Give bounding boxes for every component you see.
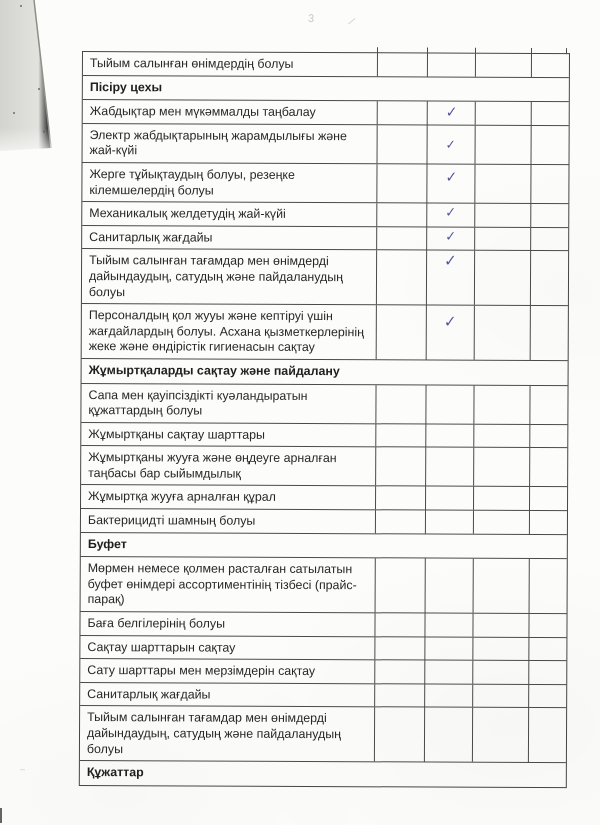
checkmark-icon: ✓ (446, 136, 457, 152)
check-cell-3 (472, 708, 528, 762)
check-cell-1 (377, 53, 427, 76)
check-cell-2 (424, 637, 472, 660)
inspection-checklist-table (79, 51, 570, 788)
check-cell-3 (473, 511, 529, 534)
grid-stub (475, 48, 476, 54)
check-cell-1 (377, 125, 427, 163)
criterion-label: Механикалық желдетудің жай-күйі (89, 206, 286, 222)
table-row (83, 124, 569, 165)
criterion-label: Жабдықтар мен мүкәммалды таңбалау (89, 104, 316, 120)
table-row (80, 659, 566, 685)
checkmark-icon: ✓ (445, 205, 457, 222)
check-cell-1 (376, 305, 426, 359)
check-cell-4 (530, 165, 568, 203)
section-row (80, 761, 566, 787)
table-row (80, 706, 566, 763)
grid-stub (427, 48, 428, 54)
check-cell-1 (374, 613, 424, 636)
check-cell-1 (375, 424, 425, 447)
check-cell-3 (474, 306, 530, 360)
check-cell-4 (528, 661, 566, 684)
checkmark-icon: ✓ (445, 104, 458, 122)
check-cell-3 (472, 614, 528, 637)
dust-speck (38, 88, 40, 90)
check-cell-1 (375, 559, 425, 613)
page-number-mark: 3 (307, 12, 315, 26)
table-row (82, 249, 568, 306)
check-cell-3 (473, 559, 529, 613)
check-cell-2 (427, 102, 475, 125)
criterion-label: Санитарлық жағдайы (89, 229, 213, 245)
criterion-label: Баға белгілерінің болуы (87, 616, 226, 631)
criterion-label: Тыйым салынған өнімдердің болуы (89, 56, 294, 71)
grid-stub (377, 47, 378, 53)
criterion-label: Мөрмен немесе қолмен расталған сатылатын буфет өнімдері ассортиментінің тізбесі (прайс-парақ) (87, 561, 357, 607)
check-cell-1 (374, 637, 424, 660)
grid-stub (566, 48, 567, 54)
check-cell-2 (425, 448, 473, 486)
table-row (81, 423, 567, 449)
check-cell-4 (531, 54, 569, 77)
check-cell-4 (529, 448, 567, 486)
section-row (81, 533, 567, 560)
dust-speck (13, 112, 15, 114)
check-cell-4 (529, 559, 567, 613)
check-cell-2 (424, 708, 472, 762)
check-cell-4 (529, 487, 567, 510)
check-cell-1 (376, 164, 426, 202)
check-cell-3 (473, 424, 529, 447)
check-cell-3 (473, 448, 529, 486)
criterion-label: Тыйым салынған тағамдар мен өнімдерді дайындаудың, сатудың және пайдаланудың болуы (86, 710, 342, 756)
checkmark-icon: ✓ (445, 228, 457, 245)
check-cell-3 (472, 685, 528, 708)
check-cell-4 (529, 425, 567, 448)
criterion-label: Сапа мен қауіпсіздікті куәландыратын құжаттардың болуы (88, 387, 308, 418)
check-cell-2 (427, 125, 475, 163)
check-cell-3 (475, 54, 531, 77)
check-cell-2 (425, 385, 473, 423)
check-cell-2 (426, 306, 474, 360)
check-cell-1 (374, 661, 424, 684)
check-cell-3 (475, 125, 531, 163)
section-title: Құжаттар (86, 765, 144, 780)
check-cell-4 (530, 204, 568, 227)
section-title: Буфет (87, 536, 127, 551)
pencil-mark: – (20, 764, 26, 774)
table-row (81, 557, 567, 614)
check-cell-1 (375, 510, 425, 533)
grid-stub (531, 48, 532, 54)
criterion-label: Санитарлық жағдайы (87, 686, 211, 702)
section-title: Жұмыртқаларды сақтау және пайдалану (88, 362, 340, 379)
check-cell-1 (374, 684, 424, 707)
check-cell-3 (474, 227, 530, 250)
section-title: Пісіру цехы (89, 79, 163, 94)
check-cell-4 (528, 685, 566, 708)
dust-speck (20, 5, 22, 7)
check-cell-1 (375, 487, 425, 510)
check-cell-4 (531, 102, 569, 125)
table-row (82, 163, 568, 204)
check-cell-2 (425, 487, 473, 510)
check-cell-4 (530, 228, 568, 251)
check-cell-2 (426, 227, 474, 250)
criterion-label: Жұмыртқа жууға арналған құрал (88, 489, 276, 505)
check-cell-3 (474, 204, 530, 227)
checkmark-icon: ✓ (445, 168, 457, 187)
check-cell-1 (375, 448, 425, 486)
check-cell-4 (529, 511, 567, 534)
check-cell-2 (425, 511, 473, 534)
table-row (81, 509, 567, 535)
criterion-label: Бактерицидті шамның болуы (87, 513, 256, 528)
check-cell-3 (472, 637, 528, 660)
criterion-label: Жұмыртқаны жууға және өңдеуге арналған таңбасы бар сыйымдылық (88, 450, 337, 481)
check-cell-4 (528, 708, 566, 762)
criterion-label: Тыйым салынған тағамдар мен өнімдерді дайындаудың, сатудың және пайдаланудың болуы (88, 253, 344, 299)
check-cell-4 (529, 385, 567, 423)
check-cell-3 (474, 165, 530, 203)
check-cell-4 (531, 126, 569, 164)
check-cell-2 (426, 204, 474, 227)
check-cell-4 (530, 306, 568, 360)
section-row (83, 76, 569, 103)
criterion-label: Жұмыртқаны сақтау шарттары (88, 426, 265, 442)
dust-speck (43, 130, 45, 133)
pen-smudge-mark: ∕ (349, 16, 355, 28)
criterion-label: Персоналдың қол жууы және кептіруі үшін жағдайлардың болуы. Асхана қызметкерлерінің жеке және өндірістік гигиенасын сақтау (88, 308, 365, 355)
check-cell-2 (424, 614, 472, 637)
checkmark-icon: ✓ (444, 312, 457, 332)
check-cell-1 (375, 385, 425, 423)
check-cell-2 (424, 684, 472, 707)
table-row (81, 384, 567, 425)
scan-edge-mark (0, 808, 2, 823)
check-cell-2 (426, 251, 474, 305)
check-cell-1 (376, 251, 426, 305)
check-cell-4 (528, 614, 566, 637)
criterion-label: Сату шарттары мен мерзімдерін сақтау (87, 663, 316, 679)
check-cell-2 (424, 661, 472, 684)
check-cell-2 (427, 54, 475, 77)
table-row (81, 446, 567, 487)
table-row (83, 100, 569, 126)
criterion-label: Электр жабдықтарының жарамдылығы және жай-күйі (89, 127, 347, 158)
check-cell-1 (376, 203, 426, 226)
table-row (83, 52, 569, 78)
check-cell-1 (374, 708, 424, 762)
check-cell-1 (377, 101, 427, 124)
criterion-label: Сақтау шарттарын сақтау (87, 639, 236, 655)
page-corner-fold (0, 0, 62, 162)
check-cell-3 (472, 661, 528, 684)
check-cell-3 (474, 251, 530, 305)
check-cell-3 (473, 487, 529, 510)
table-row (80, 636, 566, 662)
checkmark-icon: ✓ (444, 251, 457, 271)
check-cell-2 (425, 424, 473, 447)
criterion-label: Жерге тұйықтаудың болуы, резеңке кілемшелердің болуы (89, 167, 295, 198)
table-row (82, 202, 568, 228)
check-cell-3 (473, 385, 529, 423)
table-row (80, 683, 566, 709)
check-cell-1 (376, 227, 426, 250)
check-cell-2 (426, 164, 474, 202)
check-cell-4 (530, 251, 568, 305)
section-row (82, 359, 568, 386)
table-row (82, 226, 568, 252)
table-row (80, 612, 566, 638)
check-cell-2 (425, 559, 473, 613)
table-row (82, 304, 568, 361)
table-row (81, 485, 567, 511)
check-cell-4 (528, 638, 566, 661)
check-cell-3 (475, 102, 531, 125)
